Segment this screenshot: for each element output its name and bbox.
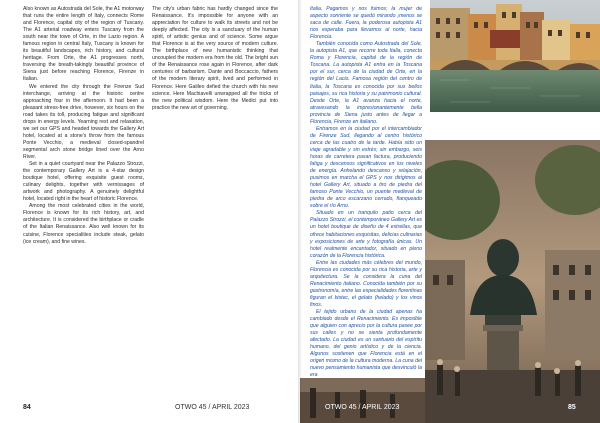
spanish-column [310,6,422,378]
paragraph: Among the most celebrated cities in the world, Florence is known for its rich history, art, and architecture. It is considered the birthplace or cradle of the Italian Renaissance. Also well known for its cuisine, Florence specialities include steak, gelato (ice cream), and fine wines. [23,203,144,245]
paragraph: Situado en un tranquilo patio cerca del Palazzo Strozzi, el contemporáneo Gallery Art es un hotel boutique de diseño de 4 estrellas, que ofrece habitaciones exquisitas, delicias culinarias y exposiciones de arte y fotografía únicas. Un hotel realmente encantador, situado en pleno corazón de la Florencia histórica. [310,210,422,259]
spread-gutter [298,0,302,423]
page-number-right: 85 [568,404,576,411]
paragraph: Entre las ciudades más célebres del mundo, Florencia es conocida por su rica historia, arte y arquitectura. Se la considera la cuna del Renacimiento italiano. Conocida también por su gastronomía, entre las especialidades florentinas figuran el bistec, el gelato (helado) y los vinos finos. [310,259,422,308]
paragraph: We entered the city through the Firenze Sud interchange, arriving at the historic centre approaching four in the afternoon. It had been a pleasant stress-free drive, however, six hours on the road takes its toll, producing fatigue and significant drops in energy levels. Yearning rest and relaxation, we set our GPS and headed towards the Gallery Art hotel, located at a stone's throw from the famous Ponte Vecchio, a medieval closed-spandrel segmental arch stone bridge lined over the Arno River. [23,83,144,160]
paragraph: El tejido urbano de la ciudad apenas ha cambiado desde el Renacimiento. Es imposible que alguien con aprecio por la cultura pasee por sus calles y no se sienta profundamente afectado. La ciudad es un santuario del espíritu humano, del genio artístico y de la ciencia. Algunos sostienen que Florencia está en el origen mismo de la cultura moderna. La cuna del nuevo pensamiento humanista que desvinculó la era [310,309,422,378]
bust-statue-photo [425,140,600,423]
paragraph: Italia. Pagamos y nos fuimos; la mujer de aspecto sonriente se quedó mirando ¡menos se saca de calle. Fuera, la poderosa autopista A1 nos esperaba para llevarnos al norte, hacia Florencia. [310,6,422,41]
page-number-left: 84 [23,404,31,411]
english-column-1 [23,6,144,398]
paragraph: Entramos en la ciudad por el intercambiador de Firenze Sud, llegando al centro histórico cerca de las cuatro de la tarde. Había sido un viaje agradable y sin estrés; sin embargo, seis horas de carretera pasan factura, produciendo fatiga y descensos significativos en los niveles de energía. Anhelando descanso y relajación, pusimos en marcha el GPS y nos dirigimos al hotel Gallery Art, situado a tiro de piedra del famoso Ponte Vecchio, un puente medieval de piedra de arco escarzano cerrado, flanqueado sobre el río Arno. [310,125,422,210]
paragraph: Set in a quiet courtyard near the Palazzo Strozzi, the contemporary Gallery Art is a 4-star design boutique hotel, offering exquisite guest rooms, culinary delights, together with vernissages of artwork and photography. A genuinely delightful hotel, located right in the heart of historic Florence. [23,161,144,203]
street-strip-photo [300,378,425,423]
paragraph: También conocida como Autostrada del Sole, la autopista A1, que recorre toda Italia, conecta Roma y Florencia, capital de la región de Toscana. La autopista A1 entra en la Toscana por el sur, cerca de la ciudad de Orte, en la región del Lacio. Famosa región del centro de Italia, la Toscana es conocida por sus bellos paisajes, su rica historia y su patrimonio cultural. Desde Orte, la A1 avanza hacia el norte, atravesando la impresionantemente bella provincia de Siena justo antes de llegar a Florencia, Firenze en italiano. [310,41,422,125]
magazine-issue-right: OTWO 45 / APRIL 2023 [325,404,400,411]
magazine-issue-left: OTWO 45 / APRIL 2023 [175,404,250,411]
english-column-2 [152,6,278,398]
ponte-vecchio-photo [430,0,600,112]
paragraph: The city's urban fabric has hardly changed since the Renaissance. It's impossible for anyone with an appreciation for culture to walk its streets and not be deeply affected. The city is a sanctuary of the human spirit, of artistic genius and of science. Some argue that Florence is at the very source of modern culture. The birthplace of new humanistic thinking that uncoupled the modern era from the old. The bright sun of the Renaissance rose again in Florence, after dark centuries of barbarism. Dante and Boccaccio, fathers of the modern literary spirit, lived and performed in Florence. Here Galileo defied the church with his new science. Here Machiavelli unwrapped all the tricks of the new political wisdom. Here the Medici put into practice the new art of governing. [152,6,278,111]
paragraph: Also known as Autostrada del Sole, the A1 motorway that runs the entire length of Italy, connects Rome and Florence, capital city of the region of Tuscany. The A1 arterial roadway enters Tuscany from the south near the town of Orte, in the Lazio region. A famous region in central Italy, Tuscany is known for its beautiful landscapes, rich history, and cultural heritage. From Orte, the A1 progresses north, traversing the breath-takingly beautiful province of Siena just before reaching Florence, Firenze in Italian. [23,6,144,83]
